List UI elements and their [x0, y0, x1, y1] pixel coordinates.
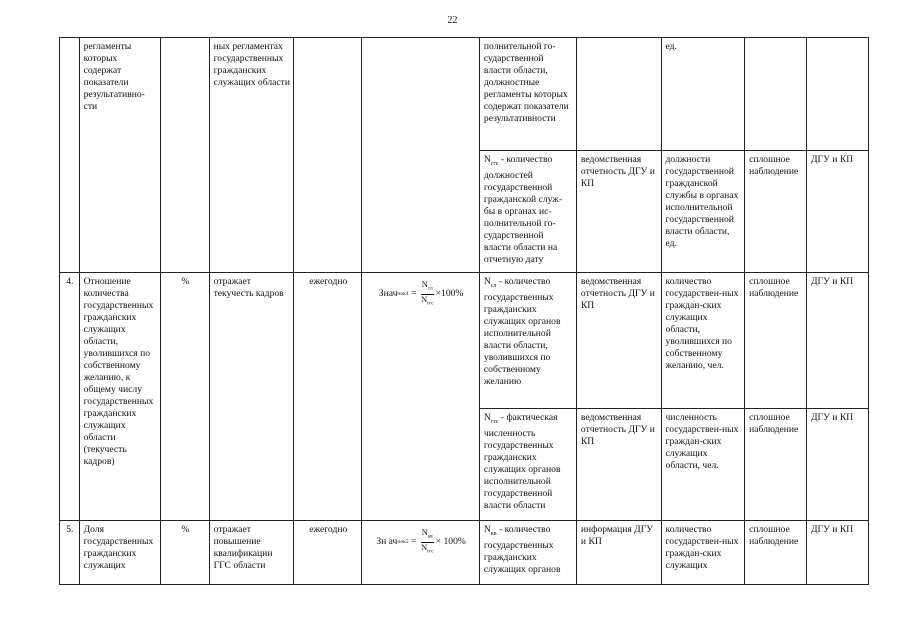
formula-cell	[362, 38, 480, 273]
responsible: ДГУ и КП	[807, 409, 869, 521]
table-row	[60, 38, 869, 151]
collection-method: сплошное наблюдение	[745, 521, 807, 585]
data-source: ведомственная отчетность ДГУ и КП	[576, 151, 661, 273]
variable-symbol: $N_{сл}$	[483, 276, 497, 289]
data-source: ведомственная отчетность ДГУ и КП	[576, 273, 661, 409]
formula-cell	[362, 273, 480, 521]
indicator-name: Доля государственных гражданских служащих	[79, 521, 161, 585]
row-number: 4.	[60, 273, 80, 521]
indicator-name: регламенты которых содержат показатели результативно-сти	[79, 38, 161, 273]
observation-object: количество государствен-ных граждан-ских служащих	[661, 521, 745, 585]
row-number	[60, 38, 80, 273]
observation-object: численность государствен-ных граждан-ских служащих области, чел.	[661, 409, 745, 521]
variable-desc: $N_{ггс}$ - количество должностей государственной гражданской служ-бы в органах ис-полнительной го-сударственной власти области на отчетную дату	[479, 151, 576, 273]
variable-desc: $N_{ггс}$ - фактическая численность государственных гражданских служащих органов исполнительной государственной власти области	[479, 409, 576, 521]
responsible: ДГУ и КП	[807, 151, 869, 273]
data-source	[576, 38, 661, 151]
variable-desc: $N_{сл}$ - количество государственных гражданских служащих органов исполнительной власти области, уволившихся по собственному желанию	[479, 273, 576, 409]
period: ежегодно	[294, 273, 362, 521]
row-number: 5.	[60, 521, 80, 585]
data-source: ведомственная отчетность ДГУ и КП	[576, 409, 661, 521]
unit	[161, 38, 209, 273]
page-number: 22	[447, 15, 458, 26]
variable-desc: полнительной го-сударственной власти области, должностные регламенты которых содержат показатели результативности	[479, 38, 576, 151]
period	[294, 38, 362, 273]
collection-method	[745, 38, 807, 151]
variable-symbol: $N_{ггс}$	[483, 154, 499, 167]
observation-object: количество государствен-ных граждан-ских служащих области, уволившихся по собственному желанию, чел.	[661, 273, 745, 409]
unit: %	[161, 521, 209, 585]
collection-method: сплошное наблюдение	[745, 151, 807, 273]
observation-object: ед.	[661, 38, 745, 151]
indicator-name: Отношение количества государственных гражданских служащих области, уволившихся по собственному желанию, к общему числу государственных гражданских служащих области (текучесть кадров)	[79, 273, 161, 521]
indicator-meaning: отражает повышение квалификации ГГС области	[209, 521, 294, 585]
responsible: ДГУ и КП	[807, 273, 869, 409]
formula: Знач пок4 = $\frac{N_{сл}}{N_{ггс}}$ ×100%	[378, 279, 464, 307]
table-row	[60, 273, 869, 409]
responsible	[807, 38, 869, 151]
observation-object: должности государственной гражданской службы в органах исполнительной государственной власти области, ед.	[661, 151, 745, 273]
unit: %	[161, 273, 209, 521]
indicator-meaning: ных регламентах государственных гражданских служащих области	[209, 38, 294, 273]
responsible: ДГУ и КП	[807, 521, 869, 585]
variable-symbol: $N_{кв}$	[483, 524, 497, 537]
period: ежегодно	[294, 521, 362, 585]
indicator-meaning: отражает текучесть кадров	[209, 273, 294, 521]
formula-cell	[362, 521, 480, 585]
data-source: информация ДГУ и КП	[576, 521, 661, 585]
indicator-table	[59, 37, 869, 585]
table-row	[60, 521, 869, 585]
variable-symbol: $N_{ггс}$	[483, 412, 499, 425]
formula: Зн ач пок5 = $\frac{N_{кв}}{N_{ггс}}$ × 100%	[376, 527, 466, 555]
collection-method: сплошное наблюдение	[745, 273, 807, 409]
collection-method: сплошное наблюдение	[745, 409, 807, 521]
variable-desc: $N_{кв}$ - количество государственных гражданских служащих органов	[479, 521, 576, 585]
